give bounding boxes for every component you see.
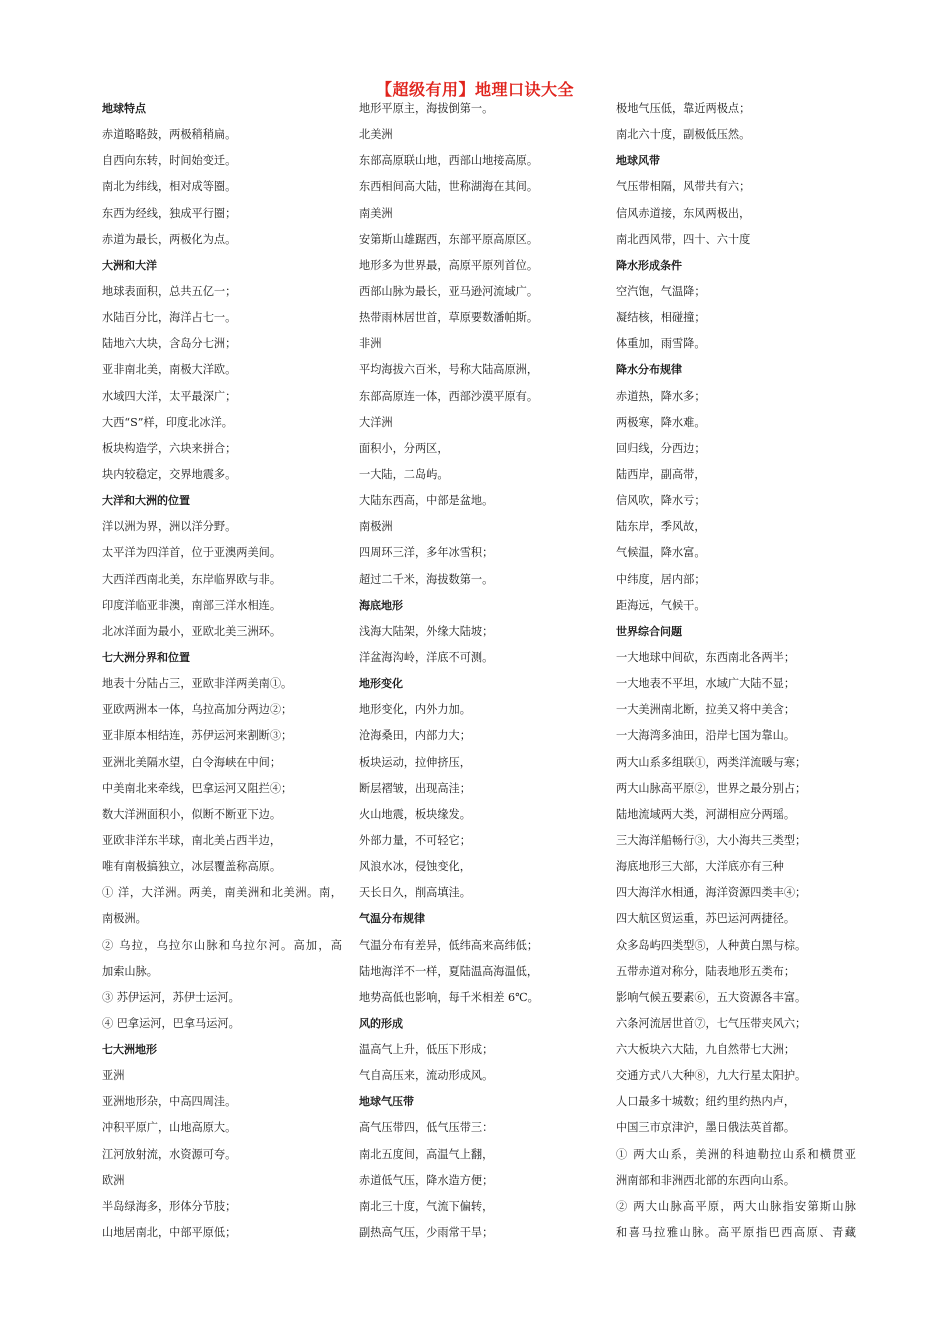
text-line: ① 两大山系，美洲的科迪勒拉山系和横贯亚 <box>616 1147 856 1161</box>
text-line: 亚欧非洋东半球，南北美占西半边， <box>102 833 282 847</box>
text-line: 亚洲地形杂，中高四周洼。 <box>102 1095 237 1109</box>
text-line: 浅海大陆架，外缘大陆坡； <box>359 624 494 638</box>
text-line: 地表十分陆占三，亚欧非洋两美南①。 <box>102 677 293 691</box>
section-heading: 气温分布规律 <box>359 912 425 926</box>
text-line: 亚洲北美隔水望，白令海峡在中间； <box>102 755 282 769</box>
section-heading: 七大洲地形 <box>102 1043 157 1057</box>
text-column-right <box>616 96 856 1246</box>
text-line: 南北六十度，副极低压然。 <box>616 128 751 142</box>
text-line: 自西向东转，时间始变迁。 <box>102 154 237 168</box>
text-line: 地势高低也影响，每千米相差 6℃。 <box>359 990 539 1004</box>
text-line: 气压带相隔，风带共有六； <box>616 180 751 194</box>
text-line: 地球表面积，总共五亿一； <box>102 284 237 298</box>
section-heading: 地形变化 <box>359 677 403 691</box>
text-line: ② 两大山脉高平原，两大山脉指安第斯山脉 <box>616 1199 856 1213</box>
text-line: 洲南部和非洲西北部的东西向山系。 <box>616 1173 796 1187</box>
text-line: 副热高气压，少雨常干旱； <box>359 1226 494 1240</box>
section-heading: 风的形成 <box>359 1016 403 1030</box>
text-line: 回归线，分西边； <box>616 441 706 455</box>
text-line: 众多岛屿四类型⑤，人种黄白黑与棕。 <box>616 938 807 952</box>
text-line: 一大美洲南北断，拉美又将中美含； <box>616 703 796 717</box>
text-line: 南美洲 <box>359 206 393 220</box>
text-line: 唯有南极搞独立，冰层覆盖称高原。 <box>102 860 282 874</box>
section-heading: 地球特点 <box>102 102 146 115</box>
text-line: 沧海桑田，内部力大； <box>359 729 471 743</box>
text-line: 陆地流域两大类，河湖相应分两瑶。 <box>616 807 796 821</box>
text-line: 空汽饱，气温降； <box>616 284 706 298</box>
text-line: 东西相间高大陆，世称湖海在其间。 <box>359 180 539 194</box>
text-line: 半岛绿海多，形体分节肢； <box>102 1199 237 1213</box>
text-line: 陆西岸，副高带， <box>616 467 706 481</box>
text-line: 亚非原本相结连，苏伊运河来割断③； <box>102 729 293 743</box>
text-line: 陆东岸，季风故， <box>616 520 706 534</box>
text-line: 两大山脉高平原②，世界之最分别占； <box>616 781 807 795</box>
text-line: 四大海洋水相通，海洋资源四类丰④； <box>616 886 807 900</box>
text-line: 影响气候五要素⑥，五大资源各丰富。 <box>616 990 807 1004</box>
text-line: 风浪水冰，侵蚀变化， <box>359 860 471 874</box>
text-line: 水陆百分比，海洋占七一。 <box>102 311 237 325</box>
text-line: 一大地表不平坦，水域广大陆不显； <box>616 677 796 691</box>
text-line: 陆地六大块，含岛分七洲； <box>102 337 237 351</box>
text-line: 中纬度，居内部； <box>616 572 706 586</box>
text-line: 南北为纬线，相对成等圈。 <box>102 180 237 194</box>
text-line: 一大地球中间砍，东西南北各两半； <box>616 650 796 664</box>
text-line: 北美洲 <box>359 128 393 142</box>
text-line: 欧洲 <box>102 1173 125 1187</box>
text-line: 亚非南北美，南极大洋欧。 <box>102 363 237 377</box>
text-line: 地形多为世界最，高原平原列首位。 <box>359 258 539 272</box>
text-line: 气温分布有差异，低纬高来高纬低； <box>359 938 539 952</box>
text-line: 火山地震，板块缘发。 <box>359 807 471 821</box>
text-line: 地形变化，内外力加。 <box>359 703 471 717</box>
section-heading: 地球风带 <box>616 154 660 168</box>
text-line: 热带雨林居世首，草原要数潘帕斯。 <box>359 311 539 325</box>
text-line: 亚洲 <box>102 1069 125 1083</box>
text-line: 水域四大洋，太平最深广； <box>102 389 237 403</box>
text-line: 东部高原联山地，西部山地接高原。 <box>359 154 539 168</box>
text-line: 和喜马拉雅山脉。高平原指巴西高原、青藏 <box>616 1226 856 1240</box>
section-heading: 降水分布规律 <box>616 363 682 377</box>
text-line: 一大海湾多油田，沿岸七国为靠山。 <box>616 729 796 743</box>
text-line: ④ 巴拿运河，巴拿马运河。 <box>102 1016 240 1030</box>
text-line: 海底地形三大部，大洋底亦有三种 <box>616 860 784 874</box>
text-line: 冲积平原广，山地高原大。 <box>102 1121 237 1135</box>
text-line: 超过二千米，海拔数第一。 <box>359 572 494 586</box>
text-line: 中国三市京津沪，墨日俄法英首都。 <box>616 1121 796 1135</box>
text-line: 大陆东西高，中部是盆地。 <box>359 494 494 508</box>
text-line: 赤道低气压，降水造方便； <box>359 1173 494 1187</box>
text-line: 大洋洲 <box>359 415 393 429</box>
text-line: 气候温，降水富。 <box>616 546 706 560</box>
text-line: 体重加，雨雪降。 <box>616 337 706 351</box>
text-line: 东部高原连一体，西部沙漠平原有。 <box>359 389 539 403</box>
text-line: 山地居南北，中部平原低； <box>102 1226 237 1240</box>
text-line: ② 乌拉，乌拉尔山脉和乌拉尔河。高加，高 <box>102 938 342 952</box>
section-heading: 大洋和大洲的位置 <box>102 494 190 508</box>
text-line: 块内较稳定，交界地震多。 <box>102 467 237 481</box>
text-line: 南极洲 <box>359 520 393 534</box>
section-heading: 降水形成条件 <box>616 258 682 272</box>
document-title: 【超级有用】地理口诀大全 <box>375 80 574 99</box>
text-line: 数大洋洲面积小，似断不断亚下边。 <box>102 807 282 821</box>
text-line: ① 洋，大洋洲。两美，南美洲和北美洲。南， <box>102 886 342 900</box>
section-heading: 海底地形 <box>359 598 403 612</box>
text-line: ③ 苏伊运河，苏伊士运河。 <box>102 990 240 1004</box>
text-line: 南北三十度，气流下偏转， <box>359 1199 494 1213</box>
text-line: 温高气上升，低压下形成； <box>359 1043 494 1057</box>
text-line: 三大海洋船畅行③，大小海共三类型； <box>616 833 807 847</box>
text-line: 地形平原主，海拔倒第一。 <box>359 102 494 115</box>
text-line: 信风吹，降水亏； <box>616 494 706 508</box>
text-line: 板块构造学，六块来拼合； <box>102 441 237 455</box>
text-line: 洋以洲为界，洲以洋分野。 <box>102 520 237 534</box>
text-column-left <box>102 96 342 1246</box>
text-line: 面积小，分两区， <box>359 441 449 455</box>
text-line: 四周环三洋，多年冰雪积； <box>359 546 494 560</box>
text-line: 距海远，气候干。 <box>616 598 706 612</box>
text-line: 两大山系多组联①，两类洋流暖与寒； <box>616 755 807 769</box>
text-line: 赤道热，降水多； <box>616 389 706 403</box>
text-line: 南极洲。 <box>102 912 147 926</box>
text-line: 板块运动，拉伸挤压， <box>359 755 471 769</box>
text-line: 西部山脉为最长，亚马逊河流域广。 <box>359 284 539 298</box>
text-line: 极地气压低，靠近两极点； <box>616 102 751 115</box>
text-line: 两极寒，降水难。 <box>616 415 706 429</box>
text-line: 中美南北来牵线，巴拿运河又阻拦④； <box>102 781 293 795</box>
text-line: 赤道略略鼓，两极稍稍扁。 <box>102 128 237 142</box>
text-line: 五带赤道对称分，陆表地形五类布； <box>616 964 796 978</box>
text-line: 北冰洋面为最小，亚欧北美三洲环。 <box>102 624 282 638</box>
text-line: 信风赤道接，东风两极出， <box>616 206 751 220</box>
text-line: 赤道为最长，两极化为点。 <box>102 232 237 246</box>
text-line: 大西洋西南北美，东岸临界欧与非。 <box>102 572 282 586</box>
text-line: 太平洋为四洋首，位于亚澳两美间。 <box>102 546 282 560</box>
text-line: 一大陆，二岛屿。 <box>359 467 449 481</box>
text-line: 亚欧两洲本一体，乌拉高加分两边②； <box>102 703 293 717</box>
text-line: 陆地海洋不一样，夏陆温高海温低， <box>359 964 539 978</box>
section-heading: 七大洲分界和位置 <box>102 650 190 664</box>
text-line: 断层褶皱，出现高洼； <box>359 781 471 795</box>
section-heading: 世界综合问题 <box>616 624 682 638</box>
section-heading: 大洲和大洋 <box>102 258 157 272</box>
text-line: 气自高压来，流动形成风。 <box>359 1069 494 1083</box>
text-line: 交通方式八大种⑧，九大行星太阳护。 <box>616 1069 807 1083</box>
text-line: 凝结核，相碰撞； <box>616 311 706 325</box>
text-line: 六条河流居世首⑦，七气压带夹风六； <box>616 1016 807 1030</box>
text-line: 人口最多十城数；纽约里约热内卢， <box>616 1095 796 1109</box>
text-line: 洋盆海沟岭，洋底不可测。 <box>359 650 494 664</box>
text-line: 外部力量，不可轻它； <box>359 833 471 847</box>
text-line: 高气压带四，低气压带三： <box>359 1121 494 1135</box>
text-line: 安第斯山雄踞西，东部平原高原区。 <box>359 232 539 246</box>
text-line: 东西为经线，独成平行圈； <box>102 206 237 220</box>
text-line: 南北西风带，四十、六十度 <box>616 232 751 246</box>
text-line: 六大板块六大陆，九自然带七大洲； <box>616 1043 796 1057</box>
text-line: 印度洋临亚非澳，南部三洋水相连。 <box>102 598 282 612</box>
text-line: 大西“S”样，印度北冰洋。 <box>102 415 233 429</box>
text-line: 天长日久，削高填洼。 <box>359 886 471 900</box>
text-line: 四大航区贸运重，苏巴运河两捷径。 <box>616 912 796 926</box>
text-line: 非洲 <box>359 337 382 351</box>
text-line: 加索山脉。 <box>102 964 158 978</box>
section-heading: 地球气压带 <box>359 1095 414 1109</box>
text-line: 平均海拔六百米，号称大陆高原洲， <box>359 363 539 377</box>
text-line: 南北五度间，高温气上翻， <box>359 1147 494 1161</box>
text-column-middle <box>359 96 599 1246</box>
text-line: 江河放射流，水资源可夸。 <box>102 1147 237 1161</box>
